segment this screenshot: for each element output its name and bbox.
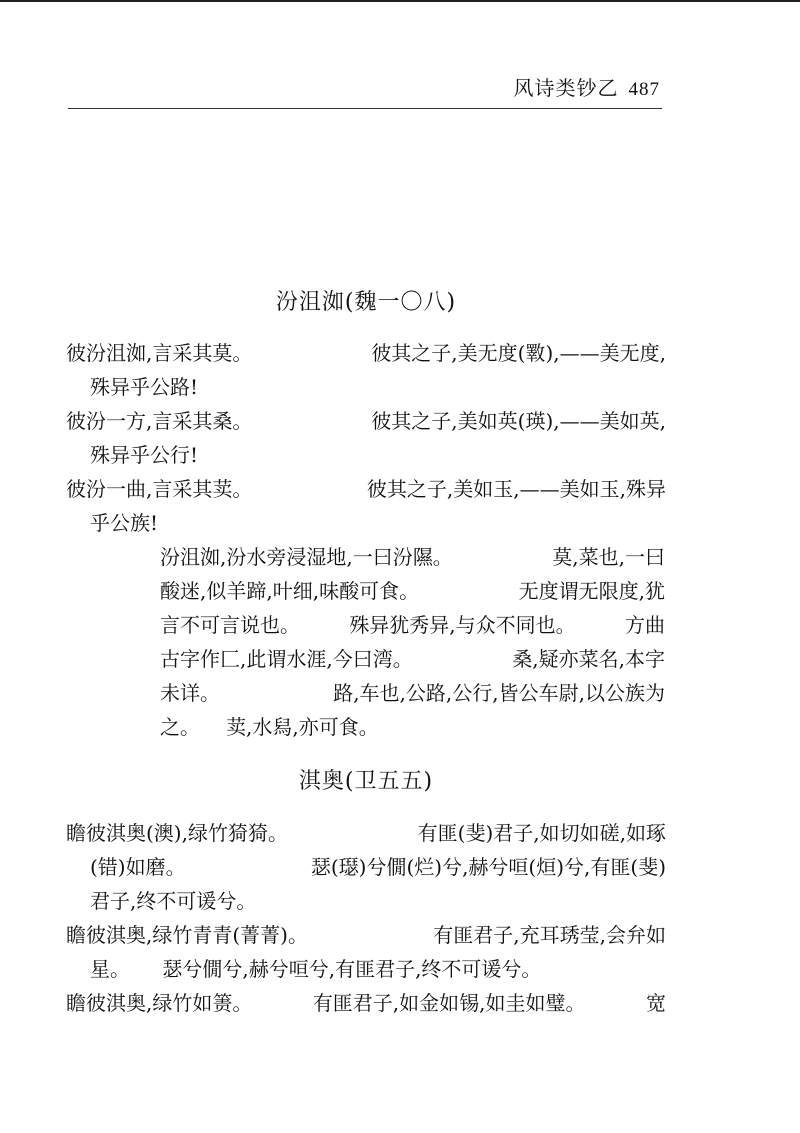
note-segment: 路,车也,公路,公行,皆公车尉,以公族为	[333, 681, 665, 705]
verse-segment: 彼汾沮洳,言采其莫。	[66, 341, 253, 365]
poem-text-qiyu	[66, 816, 666, 1020]
poem-line	[66, 850, 666, 884]
verse-segment: 乎公族!	[90, 511, 159, 535]
note-line	[160, 574, 665, 608]
verse-segment: 瞻彼淇奥(澳),绿竹猗猗。	[66, 821, 288, 845]
verse-segment: (错)如磨。	[90, 855, 186, 879]
poem-line	[66, 438, 666, 472]
note-segment: 古字作匚,此谓水涯,今曰湾。	[160, 647, 413, 671]
running-title: 风诗类钞乙	[513, 76, 619, 100]
note-segment: 汾沮洳,汾水旁浸湿地,一曰汾隰。	[160, 545, 453, 569]
header-rule	[68, 108, 662, 109]
note-segment: 方曲	[624, 613, 665, 637]
verse-segment: 彼汾一曲,言采其荬。	[66, 477, 253, 501]
note-segment: 荬,水舄,亦可食。	[226, 715, 379, 739]
verse-segment: 彼其之子,美如玉,——美如玉,殊异	[366, 477, 666, 501]
note-segment: 无度谓无限度,犹	[518, 579, 665, 603]
poem-title-fenjuru: 汾沮洳(魏一〇八)	[275, 290, 457, 315]
verse-segment: 君子,终不可谖兮。	[90, 889, 257, 913]
verse-segment: 有匪君子,如金如锡,如圭如璧。	[312, 991, 586, 1015]
verse-segment: 瞻彼淇奥,绿竹如箦。	[66, 991, 253, 1015]
verse-segment: 彼汾一方,言采其桑。	[66, 409, 253, 433]
note-segment: 殊异犹秀异,与众不同也。	[349, 613, 576, 637]
note-line	[160, 642, 665, 676]
verse-segment: 瞻彼淇奥,绿竹青青(菁菁)。	[66, 923, 308, 947]
poem-line	[66, 816, 666, 850]
verse-segment: 有匪(斐)君子,如切如磋,如琢	[417, 821, 666, 845]
note-segment: 未详。	[160, 681, 220, 705]
note-line	[160, 710, 665, 744]
verse-segment: 彼其之子,美如英(瑛),——美如英,	[371, 409, 666, 433]
commentary-fenjuru	[160, 540, 665, 744]
running-header	[470, 72, 660, 101]
poem-line	[66, 884, 666, 918]
note-line	[160, 608, 665, 642]
poem-line	[66, 370, 666, 404]
verse-segment: 宽	[645, 991, 666, 1015]
poem-line	[66, 986, 666, 1020]
note-line	[160, 540, 665, 574]
verse-segment: 瑟(璱)兮僩(烂)兮,赫兮咺(烜)兮,有匪(斐)	[310, 855, 666, 879]
top-border-line	[0, 0, 800, 2]
poem-title-qiyu: 淇奥(卫五五)	[298, 769, 434, 794]
note-segment: 酸迷,似羊蹄,叶细,味酸可食。	[160, 579, 420, 603]
verse-segment: 有匪君子,充耳琇莹,会弁如	[433, 923, 666, 947]
note-segment: 桑,疑亦菜名,本字	[512, 647, 665, 671]
poem-text-fenjuru	[66, 336, 666, 540]
note-line	[160, 676, 665, 710]
note-segment: 之。	[160, 715, 200, 739]
poem-line	[66, 506, 666, 540]
page-number: 487	[628, 79, 660, 100]
poem-line	[66, 918, 666, 952]
verse-segment: 殊异乎公行!	[90, 443, 199, 467]
poem-line	[66, 336, 666, 370]
note-segment: 言不可言说也。	[160, 613, 300, 637]
poem-line	[66, 472, 666, 506]
verse-segment: 殊异乎公路!	[90, 375, 199, 399]
verse-segment: 彼其之子,美无度(斁),——美无度,	[371, 341, 666, 365]
poem-line	[66, 404, 666, 438]
verse-segment: 星。	[90, 957, 130, 981]
note-segment: 莫,菜也,一曰	[552, 545, 665, 569]
poem-line	[66, 952, 666, 986]
verse-segment: 瑟兮僩兮,赫兮咺兮,有匪君子,终不可谖兮。	[162, 957, 542, 981]
